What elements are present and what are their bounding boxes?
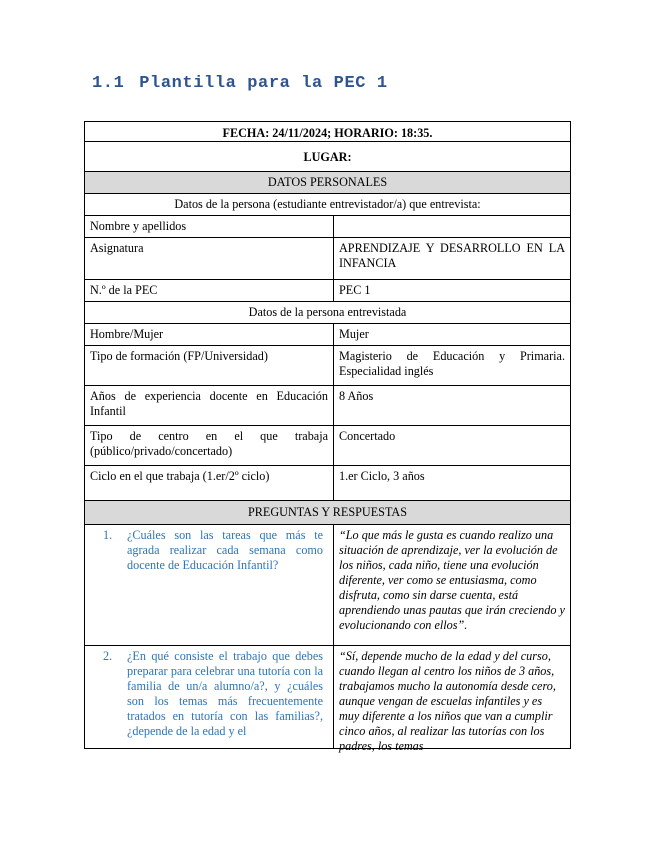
table-row (85, 466, 571, 501)
place-row (85, 142, 571, 172)
personal-data-title-row (85, 172, 571, 194)
answer-cell (334, 646, 571, 753)
interviewee-caption: Datos de la persona entrevistada (85, 302, 571, 324)
answer-cell: “Lo que más le gusta es cuando realizo una situación de aprendizaje, ver la evolución de los niños, cada niño, tiene una evolución diferente, ver como se entusiasma, como disfruta, como sin darse cuenta, está aprendiendo unas pautas que irán creciendo y evolucionando con ellos”. (334, 525, 571, 646)
row-value: Mujer (334, 324, 571, 346)
section-number: 1.1 (92, 74, 125, 93)
question-text: ¿Cuáles son las tareas que más te agrada realizar cada semana como docente de Educación Infantil? (127, 528, 323, 572)
row-label: N.º de la PEC (85, 280, 334, 302)
date-time-cell: FECHA: 24/11/2024; HORARIO: 18:35. (85, 122, 571, 142)
row-value: Concertado (334, 426, 571, 466)
qa-title: PREGUNTAS Y RESPUESTAS (85, 501, 571, 525)
row-value: 8 Años (334, 386, 571, 426)
interviewee-caption-row (85, 302, 571, 324)
row-label: Hombre/Mujer (85, 324, 334, 346)
row-value (334, 216, 571, 238)
table-row (85, 346, 571, 386)
row-value: PEC 1 (334, 280, 571, 302)
row-label: Tipo de formación (FP/Universidad) (85, 346, 334, 386)
row-value: Magisterio de Educación y Primaria. Especialidad inglés (334, 346, 571, 386)
qa-row (85, 646, 571, 749)
table-row (85, 386, 571, 426)
row-label: Tipo de centro en el que trabaja (público/privado/concertado) (85, 426, 334, 466)
row-label: Nombre y apellidos (85, 216, 334, 238)
interview-template-table (84, 121, 571, 753)
question-text: ¿En qué consiste el trabajo que debes preparar para celebrar una tutoría con la familia de un/a alumno/a?, y ¿cuáles son los temas más frecuentemente tratados en tutoría con las familias?, ¿depende de la edad y el (127, 649, 323, 738)
table-row (85, 238, 571, 280)
interviewer-caption-row (85, 194, 571, 216)
section-title: Plantilla para la PEC 1 (139, 74, 388, 93)
qa-row (85, 525, 571, 646)
question-number: 2. (103, 649, 113, 663)
table-row (85, 426, 571, 466)
question-cell (85, 525, 334, 646)
table-row (85, 324, 571, 346)
answer-text: “Sí, depende mucho de la edad y del curso, cuando llegan al centro los niños de 3 años, trabajamos mucho la autonomía desde cero, aunque vengan de escuelas infantiles y es muy diferente a los niños que van a cumplir cinco años, al realizar las tutorías con los padres, los temas (339, 649, 556, 753)
table-row (85, 280, 571, 302)
table-row (85, 216, 571, 238)
row-value: 1.er Ciclo, 3 años (334, 466, 571, 501)
interviewer-caption: Datos de la persona (estudiante entrevistador/a) que entrevista: (85, 194, 571, 216)
section-heading (92, 74, 388, 93)
qa-title-row (85, 501, 571, 525)
question-clip (103, 649, 328, 745)
row-label: Años de experiencia docente en Educación Infantil (85, 386, 334, 426)
question-number: 1. (103, 528, 113, 542)
personal-data-title: DATOS PERSONALES (85, 172, 571, 194)
question-cell (85, 646, 334, 749)
row-value: APRENDIZAJE Y DESARROLLO EN LA INFANCIA (334, 238, 571, 280)
date-row (85, 122, 571, 142)
row-label: Asignatura (85, 238, 334, 280)
place-cell: LUGAR: (85, 142, 571, 172)
row-label: Ciclo en el que trabaja (1.er/2º ciclo) (85, 466, 334, 501)
